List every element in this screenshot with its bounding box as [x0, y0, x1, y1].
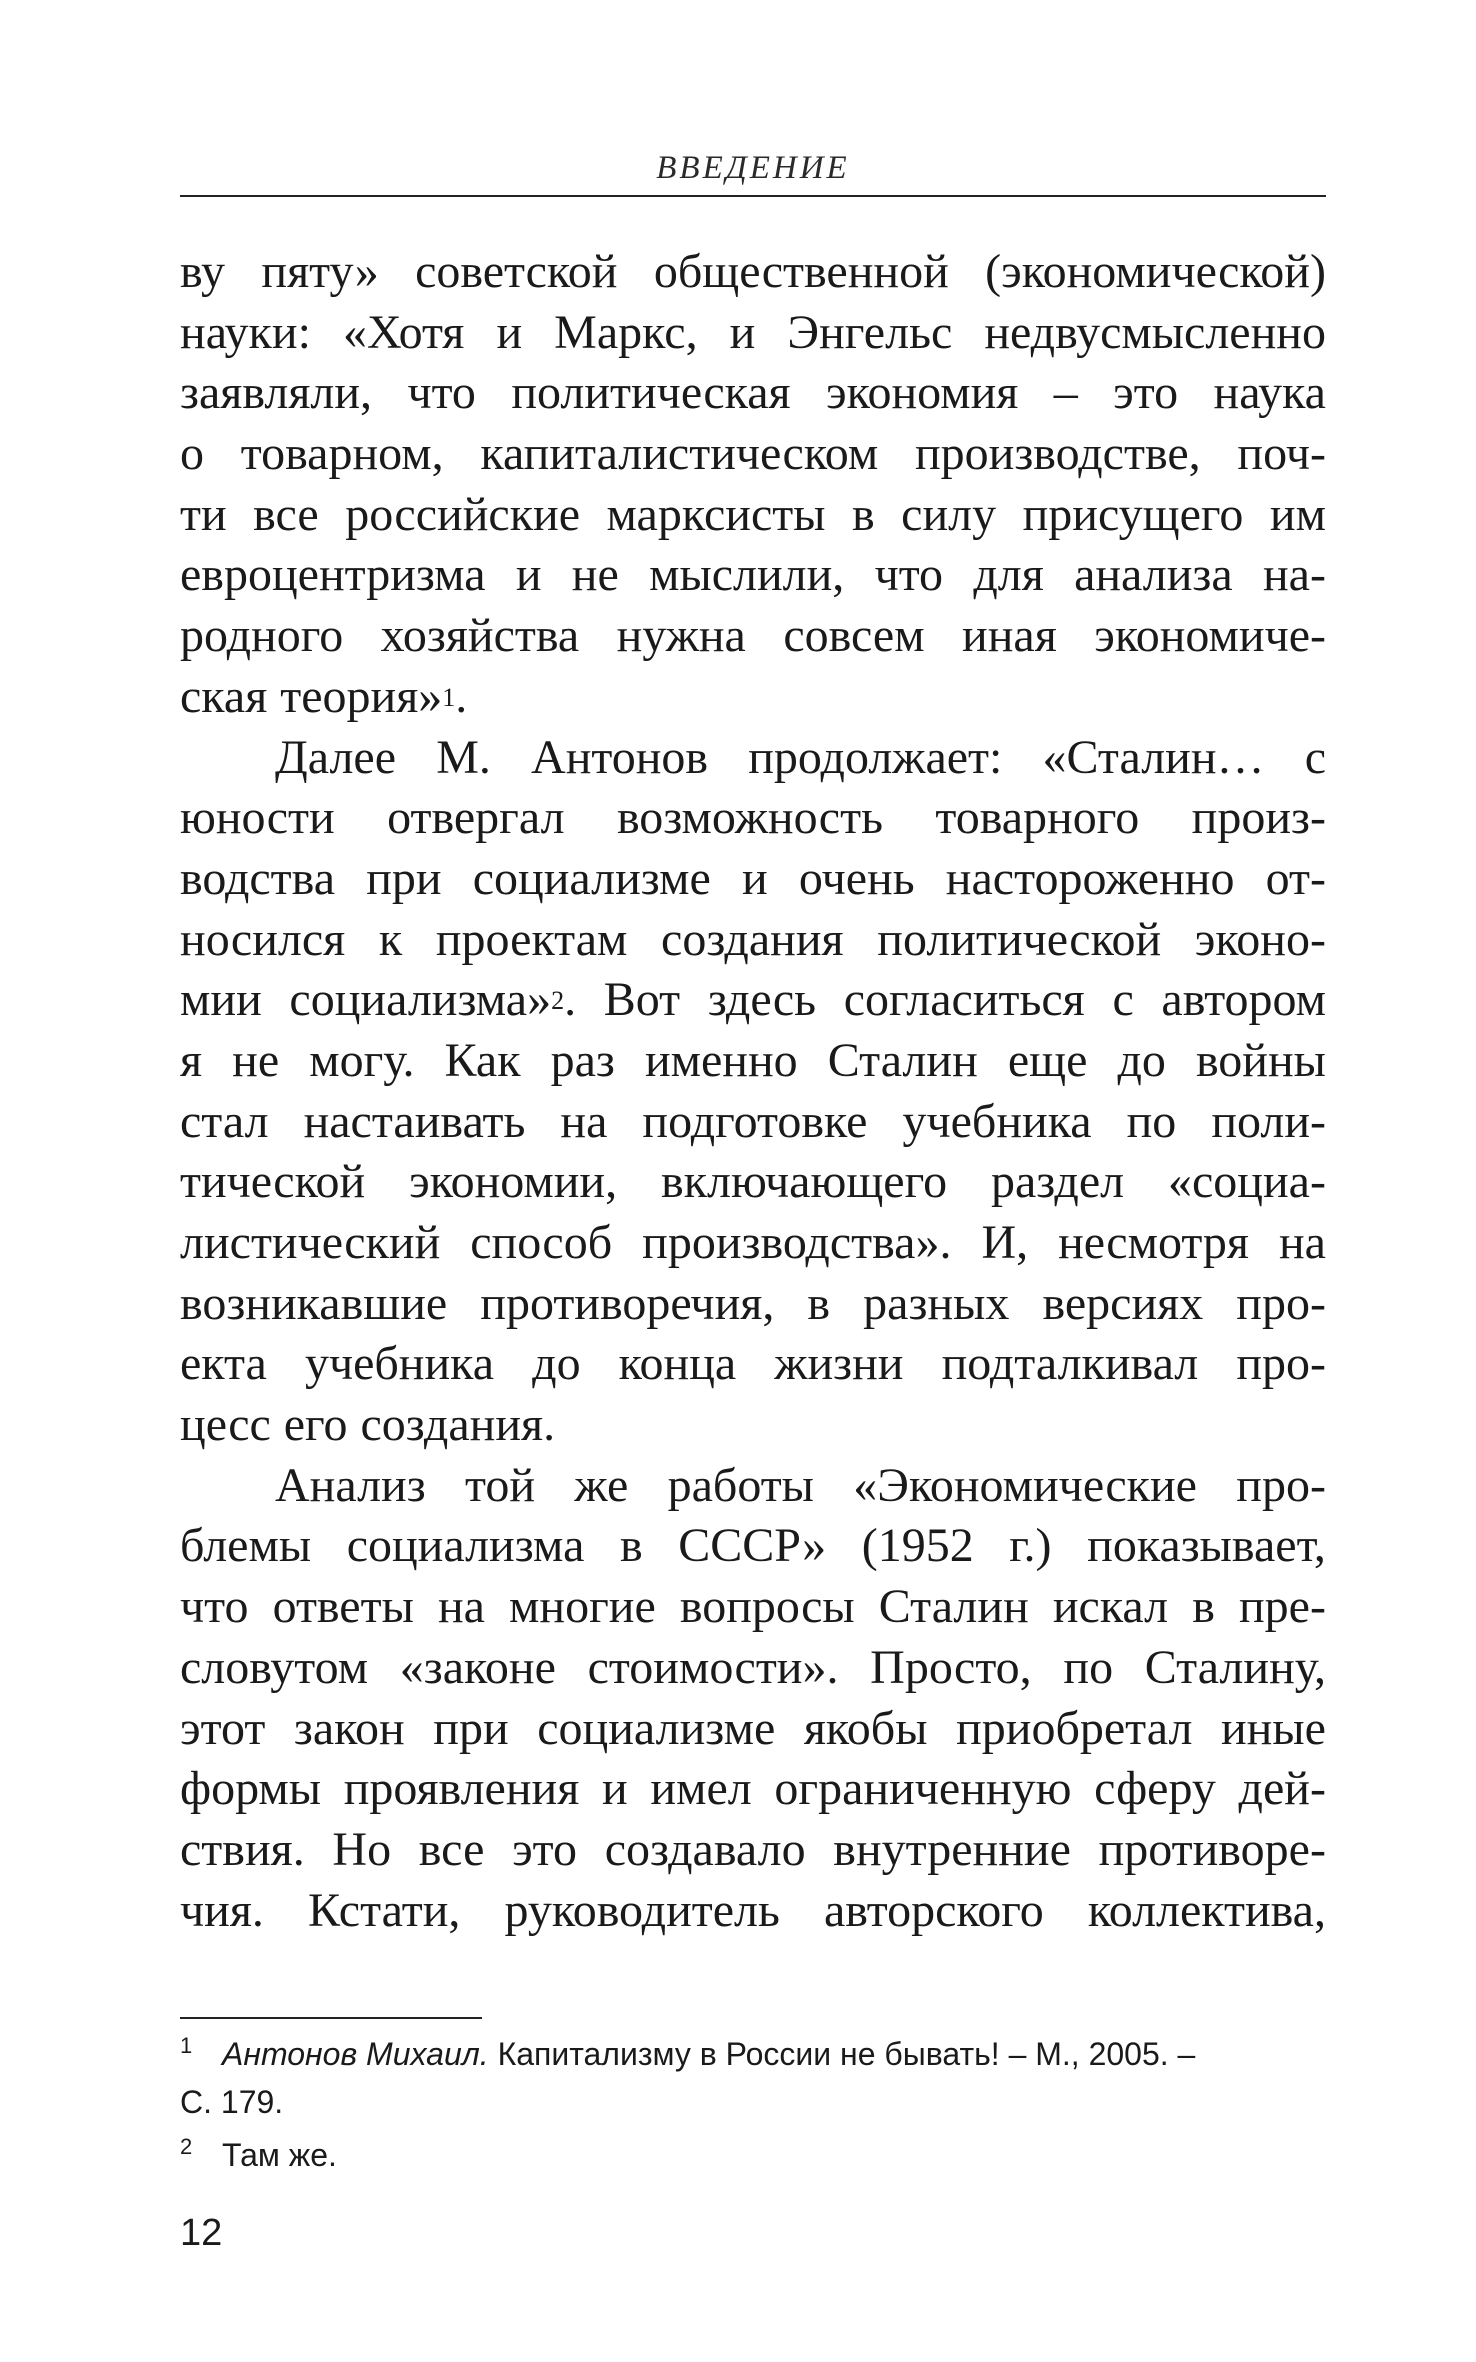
word: возникавшие: [180, 1276, 448, 1330]
footnote-reference: 2: [551, 986, 565, 1016]
word: на: [1278, 1216, 1326, 1269]
word: продолжает:: [748, 730, 1003, 784]
word: версиях: [1042, 1276, 1204, 1330]
word: на-: [1262, 548, 1326, 602]
word: это: [1113, 366, 1179, 420]
word: раздел: [991, 1155, 1125, 1209]
word: не: [571, 548, 619, 602]
word: Антонов: [531, 730, 709, 784]
word: родного: [180, 609, 344, 663]
word: Как: [444, 1033, 521, 1087]
text-line: [180, 667, 1326, 728]
word: «Сталин…: [1042, 730, 1265, 784]
word: «социа-: [1168, 1155, 1326, 1209]
footnote-1: [180, 2032, 1326, 2124]
word: экономии,: [409, 1155, 618, 1209]
word: имел: [650, 1762, 752, 1816]
word: эконо-: [1194, 912, 1326, 966]
word: про-: [1236, 1337, 1326, 1391]
text-line: [180, 1577, 1326, 1638]
word: иные: [1220, 1701, 1326, 1755]
footnote-number: 1: [180, 2033, 193, 2058]
word: что: [407, 366, 476, 420]
word: и: [729, 305, 756, 359]
word: совсем: [783, 609, 925, 663]
word: советской: [415, 245, 618, 298]
word: тической: [180, 1155, 366, 1209]
word: политической: [877, 912, 1162, 966]
word: М.: [436, 730, 491, 784]
text-line: [180, 1759, 1326, 1820]
word: поч-: [1237, 427, 1326, 481]
word: Маркс,: [554, 305, 698, 359]
word: российские: [345, 487, 581, 541]
word: по: [1063, 1640, 1114, 1694]
word: этот: [180, 1701, 266, 1755]
word: марксисты: [606, 487, 826, 541]
word: согласиться: [843, 973, 1085, 1027]
word: водства: [180, 851, 335, 905]
footnote-text: Капитализму в России не бывать! – М., 2005. –: [488, 2036, 1196, 2072]
word: приобретал: [956, 1701, 1193, 1755]
text-line: [180, 303, 1326, 364]
word: учебника: [304, 1337, 495, 1391]
word: экономиче-: [1094, 609, 1326, 663]
word: поли-: [1211, 1094, 1326, 1148]
word: якобы: [803, 1701, 928, 1755]
word: не: [232, 1033, 280, 1087]
footnote-separator: [180, 2017, 482, 2019]
word: Вот: [603, 973, 681, 1027]
text-line: [180, 1699, 1326, 1760]
text-line: [180, 1152, 1326, 1213]
word: производства».: [642, 1216, 952, 1269]
word: это: [512, 1822, 578, 1876]
word: капиталистическом: [480, 427, 879, 481]
text-line: [180, 1881, 1326, 1942]
word: конца: [618, 1337, 737, 1391]
text-line: [180, 1638, 1326, 1699]
word: (1952: [861, 1519, 974, 1573]
word: очень: [798, 851, 915, 905]
word: в: [807, 1276, 831, 1330]
word: –: [1053, 366, 1078, 420]
footnote-2: [180, 2133, 1326, 2181]
word: формы: [180, 1762, 321, 1816]
text-line: [180, 1092, 1326, 1153]
text-line: [180, 424, 1326, 485]
word: и: [602, 1762, 628, 1816]
word: противоречия,: [480, 1276, 775, 1330]
text-line: [180, 242, 1326, 303]
word: до: [532, 1337, 581, 1391]
word: пре-: [1238, 1580, 1326, 1634]
word: с: [1112, 973, 1134, 1027]
word: наука: [1213, 366, 1326, 420]
word: и: [496, 305, 523, 359]
word: Сталину,: [1144, 1640, 1326, 1694]
word: его: [283, 1398, 348, 1452]
text-line: [180, 606, 1326, 667]
word: настаивать: [303, 1094, 526, 1148]
word: раз: [550, 1033, 615, 1087]
word: с: [1304, 730, 1326, 784]
word: авторского: [823, 1883, 1044, 1937]
word: подготовке: [642, 1094, 868, 1148]
word: стал: [180, 1094, 269, 1148]
word: ву: [180, 245, 226, 298]
word: листический: [180, 1216, 441, 1269]
word: носился: [180, 912, 346, 966]
word: Сталин: [827, 1033, 978, 1087]
word: [280, 667, 467, 728]
text-line: [180, 1334, 1326, 1395]
text-line: [180, 1395, 1326, 1456]
word: заявляли,: [180, 366, 373, 420]
word: силу: [901, 487, 997, 541]
word: общественной: [653, 245, 949, 298]
word: коллектива,: [1087, 1883, 1326, 1937]
word: иная: [962, 609, 1057, 663]
running-head: ВВЕДЕНИЕ: [656, 150, 850, 186]
word: работы: [667, 1458, 814, 1512]
word: по: [1126, 1094, 1177, 1148]
text-line: [180, 788, 1326, 849]
word: к: [378, 912, 403, 966]
word: я: [180, 1033, 203, 1087]
word: социализме: [472, 851, 711, 905]
word: дей-: [1238, 1762, 1326, 1816]
word: словутом: [180, 1640, 369, 1694]
word: могу.: [309, 1033, 415, 1087]
word: евроцентризма: [180, 548, 486, 602]
word: СССР»: [678, 1519, 827, 1573]
word: показывает,: [1087, 1519, 1326, 1573]
word: здесь: [707, 973, 817, 1027]
word: же: [574, 1458, 629, 1512]
word: проявления: [343, 1762, 580, 1816]
word: в: [1192, 1580, 1215, 1634]
word: «Хотя: [342, 305, 465, 359]
word: до: [1117, 1033, 1166, 1087]
word: цесс: [180, 1398, 271, 1452]
word: для: [973, 548, 1044, 602]
word: мыслили,: [649, 548, 845, 602]
word: Энгельс: [787, 305, 953, 359]
footnotes: [180, 2032, 1326, 2190]
footnote-text: Там же.: [222, 2137, 337, 2173]
word: ти: [180, 487, 227, 541]
word: жизни: [774, 1337, 904, 1391]
word: ствия.: [180, 1822, 305, 1876]
text-line: [180, 1820, 1326, 1881]
word: автором: [1161, 973, 1326, 1027]
word: проектам: [435, 912, 628, 966]
word: от-: [1265, 851, 1326, 905]
footnote-reference: 1: [442, 682, 456, 712]
word-text: социализма»: [289, 973, 552, 1027]
word: войны: [1195, 1033, 1326, 1087]
text-line: [180, 1456, 1326, 1517]
page-number: 12: [180, 2212, 223, 2254]
text-line: [180, 728, 1326, 789]
word: нужна: [616, 609, 746, 663]
word: многие: [509, 1580, 656, 1634]
word: произ-: [1191, 791, 1326, 845]
text-line: [180, 970, 1326, 1031]
word: чия.: [180, 1883, 264, 1937]
word: г.): [1009, 1519, 1052, 1573]
punctuation: .: [455, 669, 468, 723]
word: ограниченную: [774, 1762, 1072, 1816]
word: при: [433, 1701, 509, 1755]
word: Далее: [275, 730, 397, 784]
word: той: [465, 1458, 536, 1512]
word: (экономической): [985, 245, 1326, 298]
word: Но: [332, 1822, 392, 1876]
word: возможность: [616, 791, 883, 845]
word: пяту»: [261, 245, 379, 298]
word: присущего: [1022, 487, 1244, 541]
word: социализма: [346, 1519, 585, 1573]
word: Сталин: [878, 1580, 1029, 1634]
punctuation: .: [564, 973, 577, 1027]
word: в: [619, 1519, 643, 1573]
word: мии: [180, 973, 262, 1027]
word: на: [560, 1094, 608, 1148]
word: создания.: [360, 1398, 556, 1452]
text-line: [180, 1516, 1326, 1577]
word: и: [515, 548, 542, 602]
word: искал: [1052, 1580, 1169, 1634]
word: товарного: [935, 791, 1140, 845]
word: юности: [180, 791, 335, 845]
word: «Экономические: [853, 1458, 1197, 1512]
word: науки:: [180, 305, 311, 359]
text-line: [180, 1274, 1326, 1335]
word: на: [437, 1580, 485, 1634]
word-text: теория»: [280, 669, 443, 723]
word: вопросы: [679, 1580, 855, 1634]
text-line: [180, 849, 1326, 910]
word: подталкивал: [941, 1337, 1199, 1391]
word: про-: [1236, 1276, 1326, 1330]
word: именно: [644, 1033, 798, 1087]
word: социализме: [537, 1701, 776, 1755]
word: экономия: [825, 366, 1019, 420]
word: закон: [293, 1701, 405, 1755]
word: Анализ: [275, 1458, 426, 1512]
footnote-text-continuation: С. 179.: [180, 2084, 284, 2120]
word: несмотря: [1058, 1216, 1249, 1269]
text-line: [180, 485, 1326, 546]
word: способ: [470, 1216, 613, 1269]
word: создавало: [604, 1822, 806, 1876]
word: ская: [180, 669, 268, 723]
text-line: [180, 363, 1326, 424]
body-text: [180, 242, 1326, 1941]
word: «законе: [399, 1640, 556, 1694]
word: Кстати,: [307, 1883, 461, 1937]
word: хозяйства: [380, 609, 580, 663]
word: производстве,: [914, 427, 1201, 481]
word: и: [741, 851, 768, 905]
word: блемы: [180, 1519, 312, 1573]
word: в: [851, 487, 875, 541]
word: анализа: [1074, 548, 1233, 602]
word: включающего: [661, 1155, 948, 1209]
text-line: [180, 545, 1326, 606]
word: что: [874, 548, 944, 602]
text-line: [180, 1031, 1326, 1092]
word: им: [1269, 487, 1326, 541]
word: что: [180, 1580, 249, 1634]
word: Просто,: [870, 1640, 1032, 1694]
word: отвергал: [387, 791, 565, 845]
footnote-author: Антонов Михаил.: [222, 2036, 489, 2072]
text-line: [180, 1213, 1326, 1274]
word: про-: [1236, 1458, 1326, 1512]
word: екта: [180, 1337, 267, 1391]
word: создания: [661, 912, 844, 966]
word: еще: [1007, 1033, 1088, 1087]
word: противоре-: [1098, 1822, 1326, 1876]
footnote-number: 2: [180, 2134, 193, 2159]
word: руководитель: [504, 1883, 780, 1937]
word: все: [253, 487, 319, 541]
word: разных: [863, 1276, 1010, 1330]
word: внутренние: [833, 1822, 1071, 1876]
word: И,: [981, 1216, 1029, 1269]
word: товарном,: [240, 427, 444, 481]
word: стоимости».: [587, 1640, 839, 1694]
word: о: [180, 427, 204, 481]
header-rule: [180, 195, 1326, 197]
text-line: [180, 910, 1326, 971]
word: сферу: [1094, 1762, 1216, 1816]
word: ответы: [272, 1580, 414, 1634]
word: при: [366, 851, 442, 905]
word: настороженно: [945, 851, 1235, 905]
word: недвусмысленно: [984, 305, 1326, 359]
word: [289, 970, 576, 1031]
word: все: [418, 1822, 485, 1876]
word: политическая: [511, 366, 791, 420]
word: учебника: [902, 1094, 1092, 1148]
